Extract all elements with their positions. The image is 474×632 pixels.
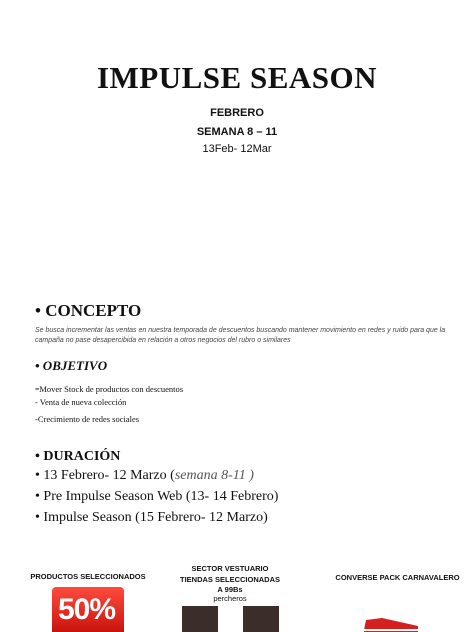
duracion-item: • Pre Impulse Season Web (13- 14 Febrero): [35, 489, 279, 504]
duracion-item: • Impulse Season (15 Febrero- 12 Marzo): [35, 510, 268, 525]
duracion-item-text: • 13 Febrero- 12 Marzo (: [35, 468, 175, 483]
duracion-item: [35, 468, 278, 489]
duracion-heading: • DURACIÓN: [35, 449, 121, 464]
month-label: FEBRERO: [210, 107, 264, 119]
date-range: 13Feb- 12Mar: [202, 143, 272, 155]
sector-line: TIENDAS SELECCIONADAS: [179, 575, 280, 584]
discount-badge-text: 50%: [58, 593, 116, 626]
productos-label: PRODUCTOS SELECCIONADOS: [30, 572, 146, 581]
duracion-item-week: semana 8-11 ): [174, 468, 254, 483]
objetivo-item: - Mover Stock de productos con descuentos: [35, 380, 183, 397]
week-label: SEMANA 8 – 11: [196, 126, 278, 138]
converse-label: CONVERSE PACK CARNAVALERO: [335, 573, 460, 582]
concepto-heading: • CONCEPTO: [35, 301, 142, 320]
sector-line: SECTOR VESTUARIO: [191, 564, 269, 573]
percheros-label: percheros: [213, 594, 247, 603]
clothing-photo: [243, 606, 279, 632]
concepto-text: Se busca incrementar las ventas en nuestra temporada de descuentos buscando mantener movimiento en redes y ruido para que la campaña no pase desapercibida en relación a otros negocios del rubro o similares: [35, 327, 446, 344]
objetivo-item: - Venta de nueva colección: [35, 397, 127, 407]
sneaker-image: [360, 612, 422, 632]
price-label: A 99Bs: [217, 585, 243, 594]
objetivo-item: -Crecimiento de redes sociales: [35, 414, 140, 424]
clothing-photo: [182, 606, 218, 632]
objetivo-heading: • OBJETIVO: [35, 358, 108, 373]
page-title: IMPULSE SEASON: [96, 60, 378, 95]
sector-label: [170, 563, 290, 585]
discount-badge: [52, 587, 124, 632]
objetivo-list: [35, 380, 183, 431]
duracion-list: [35, 468, 278, 531]
